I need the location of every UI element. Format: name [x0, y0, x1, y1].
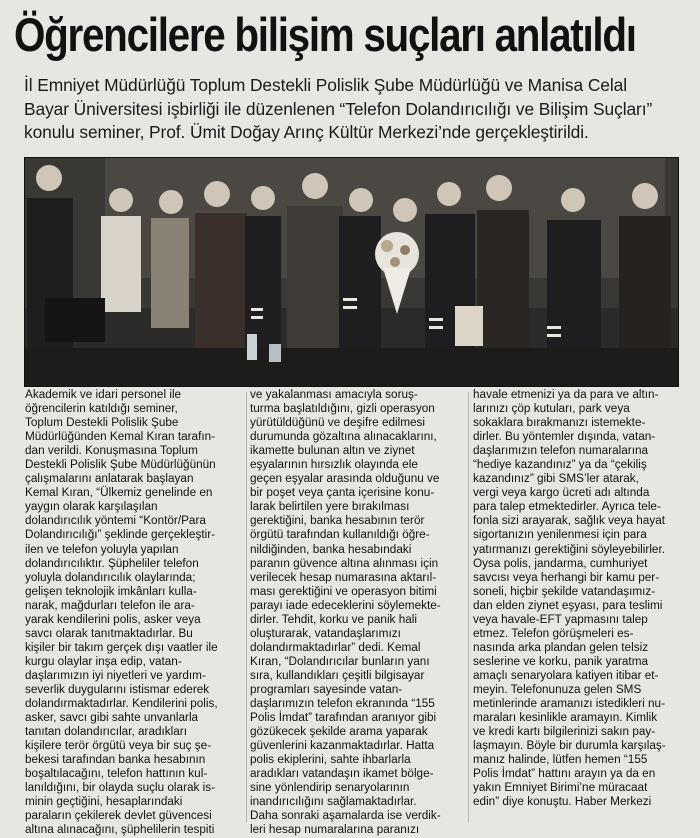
article-line: programları sayesinde vatan- [250, 682, 403, 696]
article-line: eşyalarının hırsızlık olayında ele [250, 458, 418, 472]
article-line: “hediye kazandınız” ya da “çekiliş [473, 458, 647, 472]
group-photo [24, 157, 679, 387]
group-photo-icon [25, 158, 678, 386]
article-line: boşaltılacağını, telefon hattının kul- [25, 767, 208, 781]
article-line: asker, savcı gibi sahte unvanlarla [25, 711, 199, 725]
article-line: dirler. Bu yöntemler dışında, vatan- [473, 430, 656, 444]
lead-line: konulu seminer, Prof. Ümit Doğay Arınç Kültür Merkezi’nde gerçekleştirildi. [24, 122, 589, 142]
article-line: aradıkları vatandaşın ikamet bölge- [250, 767, 434, 781]
article-line: öğrencilerin katıldığı seminer, [25, 402, 178, 416]
article-line: ması gerektiğini ve operasyon bitimi [250, 584, 437, 598]
article-line: nasında arka plandan gelen telsiz [473, 640, 649, 654]
article-line: örgütü tarafından kullanıldığı öğre- [250, 528, 430, 542]
lead-line: Bayar Üniversitesi işbirliği ile düzenlenen “Telefon Dolandırıcılığı ve Bilişim Suçları” [24, 98, 653, 119]
article-line: yarak kendilerini polis, asker veya [25, 612, 201, 626]
article-line: sokaklara bırakmanızı istemekte- [473, 416, 646, 430]
article-line: kişilere terör örgütü veya bir suç şe- [25, 739, 212, 753]
article-body [0, 388, 700, 837]
article-line: metinlerinde aramanızı istedikleri nu- [473, 697, 665, 711]
article-line: narak, mağdurları telefon ile ara- [25, 598, 195, 612]
article-column-1 [25, 388, 243, 838]
article-line: altına alınacağını, şüphelilerin tespiti [25, 823, 215, 837]
article-line: paraların çekilerek devlet güvencesi [25, 809, 212, 823]
headline: Öğrencilere bilişim suçları anlatıldı [14, 8, 636, 61]
article-line: daşlarımızın telefon ekranında “155 [250, 697, 435, 711]
article-line: kişiler bir takım gerçek dışı vaatler ile [25, 640, 218, 654]
article-line: soneli, hiçbir şekilde vatandaşımız- [473, 584, 656, 598]
article-line: nildiğinden, banka hesabındaki [250, 542, 412, 556]
article-line: inandırıcılığını sağlamaktadırlar. [250, 795, 417, 809]
article-line: Destekli Polislik Şube Müdürlüğünün [25, 458, 216, 472]
article-line: larak belirtilen yere bırakılması [250, 500, 410, 514]
article-line: geçen eşyalar arasında olduğunu ve [250, 472, 440, 486]
article-line: ve kredi kartı bilgilerinizi sakın pay- [473, 725, 656, 739]
article-line: edin” diye konuştu. Haber Merkezi [473, 795, 652, 809]
article-line: lanıldığını, bir olayda suçlu olarak is- [25, 781, 216, 795]
article-line: bekesi tarafından banka hesabının [25, 753, 206, 767]
article-line: dolandırıcılık yöntemi “Kontör/Para [25, 514, 206, 528]
article-line: dolandırmaktadırlar” dedi. Kemal [250, 640, 421, 654]
article-line: polis ekiplerini, sahte ihbarlarla [250, 753, 411, 767]
article-line: meyin. Telefonunuza gelen SMS [473, 682, 642, 696]
article-line: minin geçtiğini, hesaplarındaki [25, 795, 183, 809]
article-line: bir poşet veya çanta içerisine konu- [250, 486, 435, 500]
lead-line: İl Emniyet Müdürlüğü Toplum Destekli Polislik Şube Müdürlüğü ve Manisa Celal [24, 75, 627, 95]
article-line: dirler. Tehdit, korku ve panik hali [250, 612, 417, 626]
article-column-3 [473, 388, 683, 809]
article-line: ilen ve telefon yoluyla yapılan [25, 542, 179, 556]
article-line: seslerine ve korku, panik yaratma [473, 654, 649, 668]
article-column-2 [250, 388, 464, 838]
article-line: sigortanızın yenilenmesi için para [473, 528, 647, 542]
article-line: ikamette bulunan altın ve ziynet [250, 444, 415, 458]
article-line: Dolandırıcılığı” şeklinde gerçekleştir- [25, 528, 216, 542]
article-line: turma başlatıldığını, gizli operasyon [250, 402, 435, 416]
article-line: dan elden ziynet eşyası, para teslimi [473, 598, 663, 612]
article-line: durumunda gözaltına alınacaklarını, [250, 430, 437, 444]
article-line: manız halinde, lütfen hemen “155 [473, 753, 648, 767]
article-line: gözükecek şekilde arama yaparak [250, 725, 428, 739]
article-line: verilecek hesap numarasına aktarıl- [250, 570, 437, 584]
article-line: tanıtan dolandırıcılar, aradıkları [25, 725, 187, 739]
article-line: maraları kesinlikle aramayın. Kimlik [473, 711, 658, 725]
article-line: sine yönlendirip senaryolarının [250, 781, 410, 795]
lead-paragraph [24, 74, 688, 145]
article-line: güvenlerini kazanmaktadırlar. Hatta [250, 739, 435, 753]
article-line: fonla sizi arayarak, sağlık veya hayat [473, 514, 666, 528]
article-line: veya havale-EFT yapmasını talep [473, 612, 648, 626]
article-line: Müdürlüğünden Kemal Kıran tarafın- [25, 430, 216, 444]
article-line: savcı olarak tanıtmaktadırlar. Bu [25, 626, 193, 640]
article-line: Toplum Destekli Polislik Şube [25, 416, 179, 430]
article-line: leri hesap numaralarına paranızı [250, 823, 420, 837]
article-line: dolandırıcılıktır. Şüpheliler telefon [25, 556, 199, 570]
article-line: sıra, kullandıkları çeşitli bilgisayar [250, 668, 425, 682]
article-line: dolandırmaktadırlar. Kendilerini polis, [25, 697, 218, 711]
article-line: larınızı çöp kutuları, park veya [473, 402, 630, 416]
article-line: yaygın olarak karşılaşılan [25, 500, 158, 514]
article-line: Akademik ve idari personel ile [25, 388, 182, 401]
article-line: oluşturarak, vatandaşlarımızı [250, 626, 401, 640]
article-line: çalışmalarını anlatarak başlayan [25, 472, 194, 486]
article-line: kazandınız” gibi SMS’ler atarak, [473, 472, 639, 486]
article-line: laşmayın. Böyle bir durumla karşılaş- [473, 739, 666, 753]
article-line: Oysa polis, jandarma, cumhuriyet [473, 556, 648, 570]
article-line: gelişen teknolojik imkânları kulla- [25, 584, 197, 598]
article-line: yatırmanızı gerektiğini söyleyebilirler. [473, 542, 665, 556]
article-line: amaçlı senaryolara katiyen itibar et- [473, 668, 659, 682]
article-line: yürütüldüğünü ve deşifre edilmesi [250, 416, 426, 430]
article-line: severlik duygularını istismar ederek [25, 682, 210, 696]
article-line: Kemal Kıran, “Ülkemiz genelinde en [25, 486, 213, 500]
article-line: gerektiğini, banka hesabının terör [250, 514, 425, 528]
article-line: havale etmenizi ya da para ve altın- [473, 388, 659, 401]
article-line: paranın güvence altına alınması için [250, 556, 439, 570]
article-line: kurgu olaylar inşa edip, vatan- [25, 654, 182, 668]
article-line: ve yakalanması amacıyla soruş- [250, 388, 418, 401]
article-line: Polis İmdat” tarafından aranıyor gibi [250, 711, 437, 725]
article-line: dan verildi. Konuşmasına Toplum [25, 444, 198, 458]
article-line: Kıran, “Dolandırıcılar bunların yanı [250, 654, 430, 668]
article-line: Polis İmdat” hattını arayın ya da en [473, 767, 656, 781]
article-line: yoluyla dolandırıcılık olaylarında; [25, 570, 196, 584]
article-line: savcısı veya herhangi bir kamu per- [473, 570, 660, 584]
article-line: daşlarımızın iyi niyetleri ve yardım- [25, 668, 206, 682]
article-line: yakın Emniyet Birimi’ne müracaat [473, 781, 648, 795]
article-line: etmez. Telefon görüşmeleri es- [473, 626, 634, 640]
article-line: Daha sonraki aşamalarda ise verdik- [250, 809, 441, 823]
article-line: para talep etmektedirler. Ayrıca tele- [473, 500, 661, 514]
article-line: daşlarımızın telefon numaralarına [473, 444, 649, 458]
article-line: vergi veya kargo ücreti adı altında [473, 486, 650, 500]
article-line: parayı iade edeceklerini söylemekte- [250, 598, 441, 612]
